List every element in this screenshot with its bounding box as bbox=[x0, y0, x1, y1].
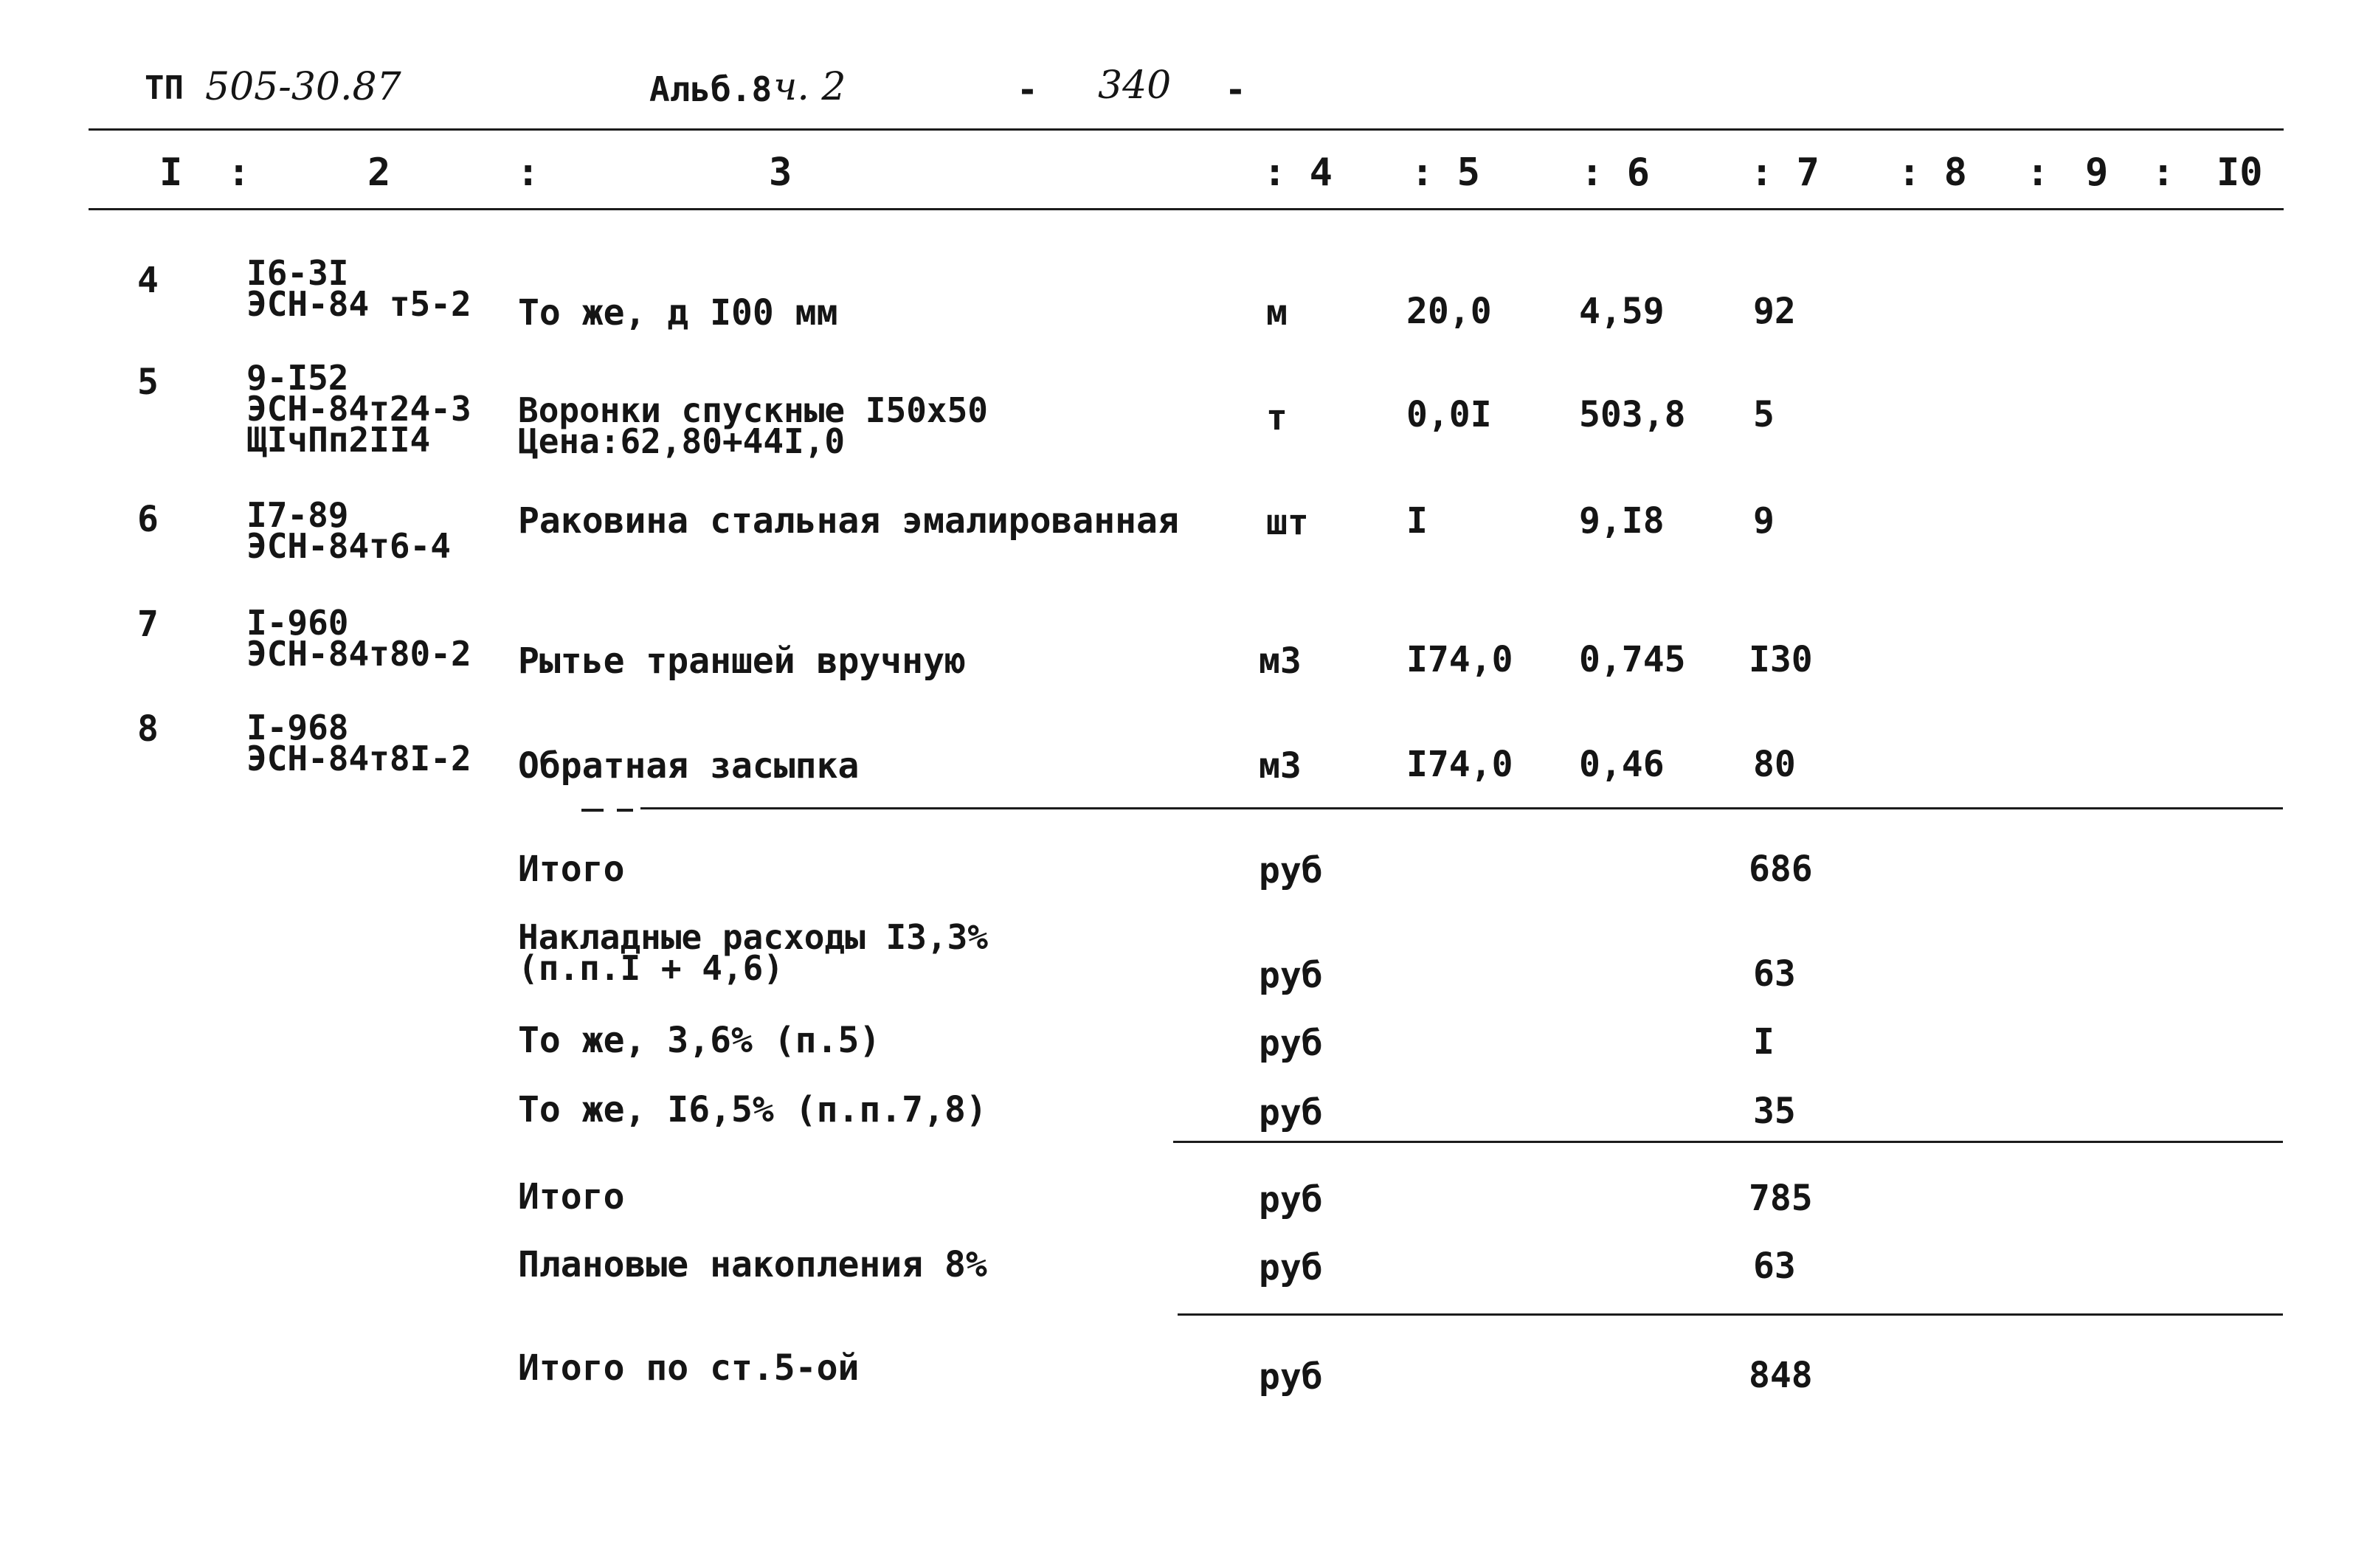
summary-unit: руб bbox=[1259, 1247, 1323, 1288]
subtotal-divider bbox=[640, 807, 2283, 809]
doc-code-prefix: ТП bbox=[145, 69, 184, 107]
divider-dash bbox=[617, 809, 633, 812]
row-unit-price: 9,I8 bbox=[1579, 500, 1665, 542]
row-number: 7 bbox=[137, 604, 159, 645]
col-header-9: 9 bbox=[2085, 151, 2109, 195]
summary-total: 785 bbox=[1749, 1178, 1813, 1219]
row-unit-price: 4,59 bbox=[1579, 291, 1665, 332]
row-quantity: 20,0 bbox=[1406, 291, 1492, 332]
divider-dash bbox=[581, 809, 604, 812]
summary-total: 63 bbox=[1753, 953, 1796, 995]
row-description: Обратная засыпка bbox=[518, 745, 860, 787]
row-number: 8 bbox=[137, 708, 159, 750]
album-part: ч. 2 bbox=[773, 65, 846, 109]
col-header-3: 3 bbox=[769, 151, 792, 195]
summary-label: То же, I6,5% (п.п.7,8) bbox=[518, 1089, 987, 1130]
col-header-6: : 6 bbox=[1580, 151, 1650, 195]
row-unit-price: 0,46 bbox=[1579, 744, 1665, 785]
header-rule-bottom bbox=[89, 208, 2284, 210]
col-header-sep: : bbox=[516, 151, 540, 195]
row-number: 4 bbox=[137, 260, 159, 301]
col-header-2: 2 bbox=[367, 151, 391, 195]
row-description: Раковина стальная эмалированная bbox=[518, 500, 1179, 542]
row-unit: т bbox=[1266, 397, 1288, 438]
row-number: 6 bbox=[137, 499, 159, 540]
header-dash-left: - bbox=[1017, 69, 1038, 111]
col-header-sep: : bbox=[2152, 151, 2175, 195]
header-rule-top bbox=[89, 128, 2284, 131]
summary-total: 35 bbox=[1753, 1091, 1796, 1132]
summary-label: Итого bbox=[518, 1176, 625, 1218]
row-number: 5 bbox=[137, 362, 159, 403]
col-header-7: : 7 bbox=[1750, 151, 1820, 195]
grand-total-value: 848 bbox=[1749, 1355, 1813, 1396]
row-code: I7-89 ЭСН-84т6-4 bbox=[246, 495, 451, 566]
row-code: I-968 ЭСН-84т8I-2 bbox=[246, 708, 471, 778]
grand-total-label: Итого по ст.5-ой bbox=[518, 1347, 860, 1389]
row-total: I30 bbox=[1749, 639, 1813, 680]
col-header-1: I bbox=[159, 151, 183, 195]
grand-total-unit: руб bbox=[1259, 1356, 1323, 1398]
row-description: Воронки спускные I50x50 Цена:62,80+44I,0 bbox=[518, 390, 988, 461]
summary-total: I bbox=[1753, 1021, 1775, 1063]
col-header-5: : 5 bbox=[1411, 151, 1480, 195]
summary-unit: руб bbox=[1259, 955, 1323, 996]
header-dash-right: - bbox=[1225, 69, 1246, 111]
row-unit: м bbox=[1266, 292, 1288, 334]
row-quantity: 0,0I bbox=[1406, 394, 1492, 435]
summary-unit: руб bbox=[1259, 1023, 1323, 1064]
summary-total: 686 bbox=[1749, 849, 1813, 890]
row-total: 5 bbox=[1753, 394, 1775, 435]
summary-label: То же, 3,6% (п.5) bbox=[518, 1020, 881, 1061]
row-description: То же, д I00 мм bbox=[518, 292, 838, 334]
col-header-sep: : bbox=[2026, 151, 2050, 195]
row-description: Рытье траншей вручную bbox=[518, 640, 966, 682]
row-code: I6-3I ЭСН-84 т5-2 bbox=[246, 253, 471, 324]
row-unit-price: 0,745 bbox=[1579, 639, 1686, 680]
col-header-10: I0 bbox=[2216, 151, 2263, 195]
row-unit: м3 bbox=[1259, 640, 1302, 682]
col-header-8: : 8 bbox=[1898, 151, 1967, 195]
summary-label: Итого bbox=[518, 849, 625, 890]
summary-total: 63 bbox=[1753, 1246, 1796, 1287]
summary-unit: руб bbox=[1259, 1092, 1323, 1133]
page-number: 340 bbox=[1098, 63, 1172, 108]
row-code: I-960 ЭСН-84т80-2 bbox=[246, 603, 471, 674]
row-total: 92 bbox=[1753, 291, 1796, 332]
summary-label: Плановые накопления 8% bbox=[518, 1244, 987, 1285]
summary-label: Накладные расходы I3,3% (п.п.I + 4,6) bbox=[518, 917, 988, 988]
row-unit: м3 bbox=[1259, 745, 1302, 787]
row-unit-price: 503,8 bbox=[1579, 394, 1686, 435]
total-divider bbox=[1178, 1313, 2283, 1316]
summary-unit: руб bbox=[1259, 850, 1323, 891]
row-code: 9-I52 ЭСН-84т24-3 ЩIчПп2II4 bbox=[246, 358, 471, 460]
doc-code: 505-30.87 bbox=[205, 65, 401, 109]
row-quantity: I74,0 bbox=[1406, 744, 1513, 785]
row-total: 9 bbox=[1753, 500, 1775, 542]
subtotal-divider bbox=[1173, 1141, 2283, 1143]
summary-unit: руб bbox=[1259, 1179, 1323, 1220]
col-header-4: : 4 bbox=[1263, 151, 1333, 195]
col-header-sep: : bbox=[227, 151, 251, 195]
album-label: Альб.8 bbox=[649, 69, 773, 109]
row-unit: шт bbox=[1266, 502, 1309, 543]
row-quantity: I74,0 bbox=[1406, 639, 1513, 680]
row-quantity: I bbox=[1406, 500, 1428, 542]
row-total: 80 bbox=[1753, 744, 1796, 785]
